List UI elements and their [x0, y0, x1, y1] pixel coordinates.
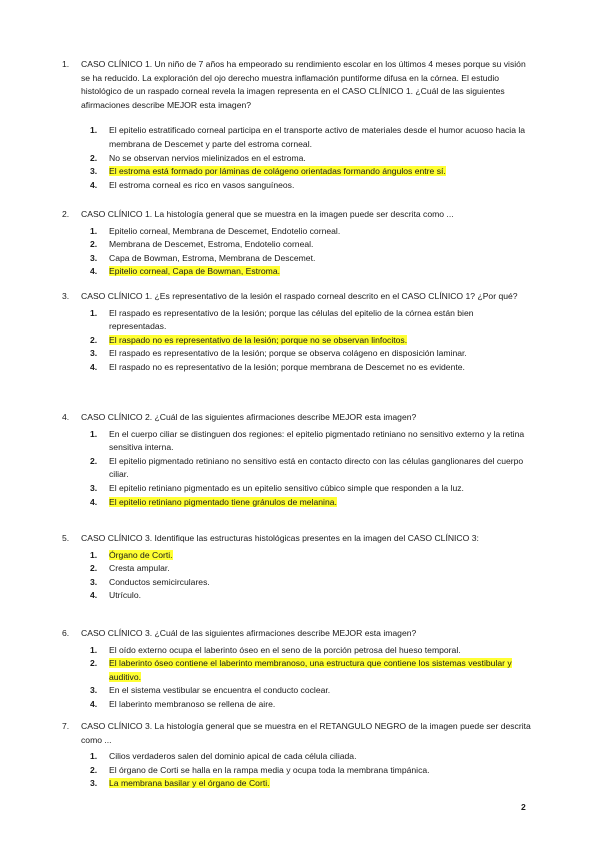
answer-option — [62, 562, 532, 576]
option-number: 3. — [90, 576, 98, 587]
option-text: El epitelio estratificado corneal participa en el transporte activo de materiales desde el humor acuoso hacia la membrana de Descemet y parte del estroma corneal. — [109, 125, 526, 149]
answer-option — [62, 455, 532, 482]
option-text: Membrana de Descemet, Estroma, Endotelio corneal. — [109, 239, 314, 250]
option-number: 3. — [90, 778, 98, 789]
question-text: CASO CLÍNICO 1. La histología general que se muestra en la imagen puede ser descrita como ... — [81, 209, 454, 219]
page-number: 2 — [521, 802, 526, 812]
highlighted-answer-text: Epitelio corneal, Capa de Bowman, Estroma. — [109, 266, 281, 277]
option-number: 2. — [90, 563, 98, 574]
answer-option — [62, 265, 532, 279]
answer-option — [62, 307, 532, 334]
option-number: 3. — [90, 252, 98, 263]
option-number: 1. — [90, 644, 98, 655]
answer-option — [62, 750, 532, 764]
answer-option — [62, 576, 532, 590]
question-number: 5. — [62, 533, 70, 543]
option-number: 2. — [90, 658, 98, 669]
option-number: 4. — [90, 361, 98, 372]
answer-options — [62, 750, 532, 791]
question-2 — [62, 208, 532, 279]
option-number: 1. — [90, 225, 98, 236]
option-number: 2. — [90, 455, 98, 466]
option-text: Epitelio corneal, Membrana de Descemet, Endotelio corneal. — [109, 225, 341, 236]
answer-option — [62, 496, 532, 510]
question-text: CASO CLÍNICO 1. ¿Es representativo de la lesión el raspado corneal descrito en el CASO CLÍNICO 1? ¿Por qué? — [81, 291, 518, 301]
answer-option — [62, 482, 532, 496]
option-text: El órgano de Corti se halla en la rampa media y ocupa toda la membrana timpánica. — [109, 764, 430, 775]
highlighted-answer-text: El epitelio retiniano pigmentado tiene gránulos de melanina. — [109, 496, 337, 507]
question-5 — [62, 532, 532, 603]
question-4 — [62, 411, 532, 509]
answer-options — [62, 225, 532, 279]
option-number: 1. — [90, 428, 98, 439]
answer-option — [62, 589, 532, 603]
option-text: El epitelio pigmentado retiniano no sensitivo está en contacto directo con las células ganglionares del cuerpo ciliar. — [109, 455, 524, 480]
answer-option — [62, 684, 532, 698]
option-number: 1. — [90, 751, 98, 762]
option-number: 4. — [90, 698, 98, 709]
option-text: Cresta ampular. — [109, 563, 170, 574]
option-number: 4. — [90, 266, 98, 277]
answer-option — [62, 657, 532, 684]
question-text: CASO CLÍNICO 3. ¿Cuál de las siguientes afirmaciones describe MEJOR esta imagen? — [81, 628, 417, 638]
question-number: 3. — [62, 291, 70, 301]
question-1 — [62, 58, 532, 192]
question-3 — [62, 290, 532, 375]
highlighted-answer-text: Órgano de Corti. — [109, 549, 173, 560]
highlighted-answer-text: El raspado no es representativo de la lesión; porque no se observan linfocitos. — [109, 334, 408, 345]
answer-options — [62, 644, 532, 712]
option-number: 1. — [90, 125, 98, 136]
answer-option — [62, 549, 532, 563]
question-text: CASO CLÍNICO 2. ¿Cuál de las siguientes afirmaciones describe MEJOR esta imagen? — [81, 412, 417, 422]
answer-option — [62, 347, 532, 361]
option-text: Conductos semicirculares. — [109, 576, 210, 587]
option-text: En el sistema vestibular se encuentra el conducto coclear. — [109, 685, 331, 696]
question-number: 2. — [62, 209, 70, 219]
option-number: 2. — [90, 152, 98, 163]
option-number: 3. — [90, 685, 98, 696]
answer-option — [62, 644, 532, 658]
highlighted-answer-text: El estroma está formado por láminas de colágeno orientadas formando ángulos entre sí. — [109, 166, 446, 177]
question-7 — [62, 720, 532, 791]
option-text: El raspado es representativo de la lesión; porque se observa colágeno en disposición laminar. — [109, 348, 467, 359]
question-6 — [62, 627, 532, 712]
option-number: 2. — [90, 239, 98, 250]
option-text: El laberinto membranoso se rellena de aire. — [109, 698, 276, 709]
option-text: No se observan nervios mielinizados en el estroma. — [109, 152, 306, 163]
answer-option — [62, 428, 532, 455]
option-number: 3. — [90, 348, 98, 359]
answer-option — [62, 698, 532, 712]
option-number: 3. — [90, 166, 98, 177]
answer-option — [62, 238, 532, 252]
answer-option — [62, 777, 532, 791]
answer-option — [62, 179, 532, 193]
question-text: CASO CLÍNICO 3. La histología general que se muestra en el RETANGULO NEGRO de la imagen puede ser descrita como ... — [81, 721, 531, 745]
answer-option — [62, 165, 532, 179]
option-number: 2. — [90, 334, 98, 345]
answer-options — [62, 124, 532, 192]
option-text: Capa de Bowman, Estroma, Membrana de Descemet. — [109, 252, 316, 263]
answer-options — [62, 307, 532, 375]
option-number: 3. — [90, 482, 98, 493]
option-text: En el cuerpo ciliar se distinguen dos regiones: el epitelio pigmentado retiniano no sensitivo externo y la retina sensitiva interna. — [109, 428, 525, 453]
answer-option — [62, 334, 532, 348]
question-number: 6. — [62, 628, 70, 638]
option-number: 1. — [90, 307, 98, 318]
answer-option — [62, 152, 532, 166]
answer-options — [62, 428, 532, 510]
answer-option — [62, 225, 532, 239]
question-text: CASO CLÍNICO 3. Identifique las estructuras histológicas presentes en la imagen del CASO CLÍNICO 3: — [81, 533, 479, 543]
option-text: Cilios verdaderos salen del dominio apical de cada célula ciliada. — [109, 751, 357, 762]
answer-option — [62, 124, 532, 151]
option-text: El oído externo ocupa el laberinto óseo en el seno de la porción petrosa del hueso temporal. — [109, 644, 461, 655]
highlighted-answer-text: El laberinto óseo contiene el laberinto membranoso, una estructura que contiene los sistemas vestibular y auditivo. — [109, 658, 512, 682]
option-text: El raspado no es representativo de la lesión; porque membrana de Descemet no es evidente. — [109, 361, 465, 372]
answer-option — [62, 361, 532, 375]
question-number: 7. — [62, 721, 70, 731]
highlighted-answer-text: La membrana basilar y el órgano de Corti. — [109, 778, 270, 789]
option-text: El estroma corneal es rico en vasos sanguíneos. — [109, 179, 295, 190]
option-number: 1. — [90, 549, 98, 560]
option-text: El raspado es representativo de la lesión; porque las células del epitelio de la córnea están bien representadas. — [109, 307, 474, 332]
option-number: 4. — [90, 590, 98, 601]
option-number: 4. — [90, 179, 98, 190]
answer-options — [62, 549, 532, 603]
question-number: 4. — [62, 412, 70, 422]
answer-option — [62, 252, 532, 266]
option-text: Utrículo. — [109, 590, 141, 601]
option-text: El epitelio retiniano pigmentado es un epitelio sensitivo cúbico simple que responden a la luz. — [109, 482, 464, 493]
option-number: 4. — [90, 496, 98, 507]
question-text: CASO CLÍNICO 1. Un niño de 7 años ha empeorado su rendimiento escolar en los últimos 4 meses porque su visión se ha reducido. La exploración del ojo derecho muestra inflamación puntiforme difusa en la córnea. El estudio histológico de un raspado corneal revela la imagen representa en el CASO CLÍNICO 1. ¿Cuál de las siguientes afirmaciones describe MEJOR esta imagen? — [81, 59, 526, 110]
question-number: 1. — [62, 59, 70, 69]
option-number: 2. — [90, 764, 98, 775]
answer-option — [62, 764, 532, 778]
